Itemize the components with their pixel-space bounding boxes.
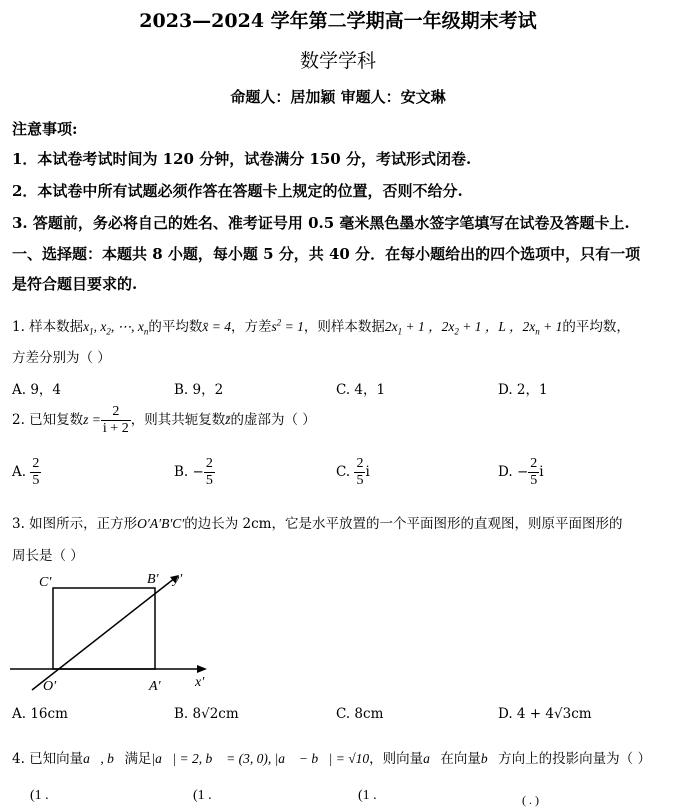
q3-option-b: B. 8√2cm [174,706,239,722]
q3-stem-line2: 周长是（ ） [12,548,84,564]
q2-zbar: z̄ [225,412,231,427]
q2-option-d-sign: − [516,464,529,480]
subject-title: 数学学科 [299,50,376,72]
q4-cond: 满足 [124,751,152,767]
q2-option-c-tail: i [365,464,370,480]
q4-suffix: 方向上的投影向量为（ ） [498,751,651,767]
q1-stem-line2: 方差分别为（ ） [12,350,111,366]
q3-square-name: O′A′B′C′ [137,516,185,531]
q2-mid: ，则其共轭复数 [130,412,226,428]
q4-option-d-partial: ( . ) [522,793,539,807]
q4-stem [12,747,651,767]
q2-option-c-den: 5 [356,473,364,488]
q4-condition-formula: |a⃗| = 2, b⃗ = (3, 0), |a⃗ − b⃗| = √10 [151,751,370,766]
q2-option-b-den: 5 [205,473,213,488]
q1-option-c: C. 4，1 [336,382,386,398]
q2-option-d-num: 2 [530,456,538,471]
q1-option-d: D. 2，1 [498,382,548,398]
q2-z-eq: z = [83,412,101,427]
q2-suffix: 的虚部为（ ） [230,412,316,428]
q2-option-b [174,456,215,489]
q3-label-c: C′ [39,575,52,590]
q4-option-b-partial: (1 . [193,788,212,803]
q2-option-b-sign: − [192,464,204,480]
q3-label-b: B′ [147,572,159,587]
q1-mid3: ，则样本数据 [303,319,385,335]
q2-option-b-frac [204,456,215,489]
q1-variance-formula: $s^2 = 1$ [271,317,304,334]
q4-prefix: 4. 已知向量 [12,751,84,767]
notice-item-1: 1．本试卷考试时间为 120 分钟，试卷满分 150 分，考试形式闭卷. [12,150,472,168]
q2-option-c-label: C. [336,464,351,480]
q4-vec-b: b⃗ [480,751,499,766]
q2-option-a-num: 2 [32,456,40,471]
q4-vectors: a⃗, b⃗ [83,751,125,766]
notice-item-2: 2．本试卷中所有试题必须作答在答题卡上规定的位置，否则不给分. [12,182,463,200]
q3-option-d: D. 4 + 4√3cm [498,706,592,722]
q2-option-a-label: A. [12,464,27,480]
q2-option-d [498,456,544,489]
q3-label-x: x′ [195,675,205,690]
q2-option-c [336,456,370,489]
q2-option-a-frac [30,456,41,489]
q2-option-d-den: 5 [530,473,538,488]
q2-prefix: 2. 已知复数 [12,412,84,428]
q1-prefix: 1. 样本数据 [12,319,84,335]
q3-stem-line1 [12,512,622,532]
q3-line1-b: 的边长为 2cm，它是水平放置的一个平面图形的直观图，则原平面图形的 [184,516,623,532]
q3-line1-a: 3. 如图所示，正方形 [12,516,138,532]
q1-mid4: 的平均数， [562,319,630,335]
q2-option-c-num: 2 [356,456,364,471]
q1-mid2: ，方差 [231,319,272,335]
q3-option-c: C. 8cm [336,706,384,722]
q3-figure [10,566,220,698]
q3-label-a: A′ [149,679,161,694]
section1-line2: 是符合题目要求的. [12,275,138,293]
authors-line: 命题人：居加颖 审题人：安文琳 [230,88,446,106]
q3-label-y: y′ [173,572,183,587]
q4-vec-a: a⃗ [423,751,441,766]
q1-option-b: B. 9，2 [174,382,224,398]
q1-option-a: A. 9，4 [12,382,62,398]
notice-item-3: 3. 答题前，务必将自己的姓名、准考证号用 0.5 毫米黑色墨水签字笔填写在试卷及答题卡上. [12,214,630,232]
q2-frac-den: i + 2 [102,421,129,436]
q2-option-a [12,456,41,489]
q1-mid1: 的平均数 [148,319,203,335]
q2-stem [12,404,316,437]
q1-sample-formula: $x_1$, $x_2$, ⋯, $x_n$ [83,319,149,337]
q2-option-c-frac [354,456,365,489]
q4-option-c-partial: (1 . [358,788,377,803]
notice-heading: 注意事项: [12,120,78,138]
q2-option-d-label: D. [498,464,513,480]
q2-option-b-num: 2 [205,456,213,471]
q1-new-sample-formula: $2x_1 + 1$ ，$2x_2 + 1$ ，L ，$2x_n + 1$ [384,319,563,337]
q3-label-o: O′ [43,679,57,694]
q2-option-b-label: B. [174,464,189,480]
q3-x-arrow [197,665,207,673]
section1-line1: 一、选择题：本题共 8 小题，每小题 5 分，共 40 分．在每小题给出的四个选项中，只有一项 [12,245,641,263]
q4-mid: ，则向量 [369,751,424,767]
q3-option-a: A. 16cm [12,706,68,722]
q2-option-d-tail: i [539,464,544,480]
q3-square-shape [53,588,155,669]
q2-fraction [101,404,131,437]
q4-option-a-partial: (1 . [30,788,49,803]
q4-mid2: 在向量 [440,751,481,767]
q1-stem-line1 [12,315,630,337]
q2-option-d-frac [528,456,539,489]
q2-frac-num: 2 [101,404,131,421]
exam-title: 2023—2024 学年第二学期高一年级期末考试 [139,10,537,32]
q2-option-a-den: 5 [32,473,40,488]
q1-mean-formula: x̄ = 4 [202,319,232,334]
